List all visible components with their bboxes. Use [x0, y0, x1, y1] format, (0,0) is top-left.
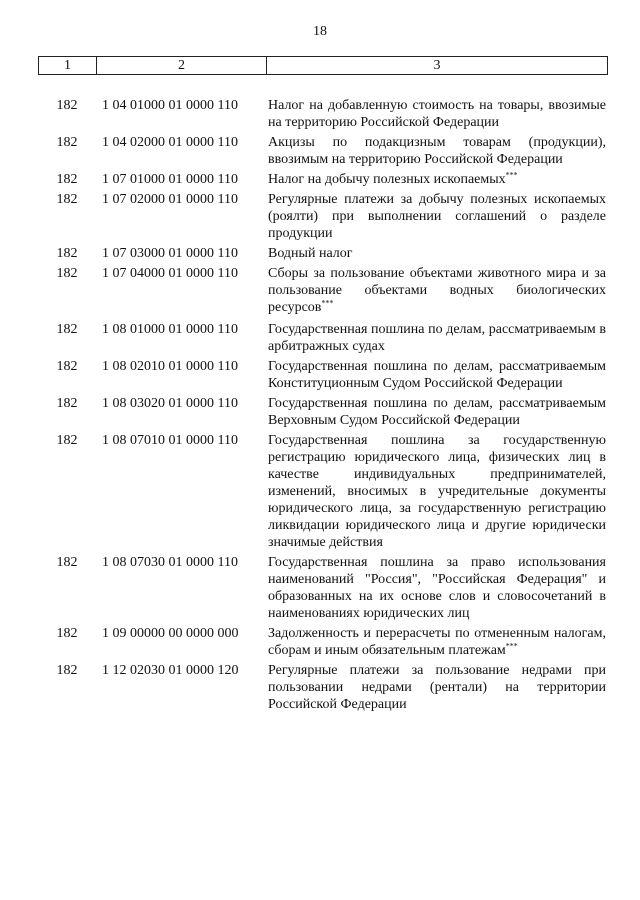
- admin-code: 182: [56, 322, 78, 337]
- table-row: [38, 358, 606, 392]
- admin-code: 182: [56, 663, 78, 678]
- column-header-2: 2: [97, 57, 267, 74]
- table-row: [38, 662, 606, 713]
- revenue-description: [266, 245, 606, 262]
- description-text: Налог на добычу полезных ископаемых: [268, 172, 506, 187]
- table-row: [38, 191, 606, 242]
- table-body: [38, 97, 606, 725]
- revenue-description: [266, 625, 606, 659]
- table-row: [38, 554, 606, 622]
- revenue-description: [266, 134, 606, 168]
- column-header-3: 3: [433, 58, 441, 73]
- description-text: Регулярные платежи за добычу полезных ископаемых (роялти) при выполнении соглашений о разделе продукции: [268, 192, 606, 241]
- description-text: Налог на добавленную стоимость на товары, ввозимые на территорию Российской Федерации: [268, 98, 606, 130]
- admin-code: 182: [56, 192, 78, 207]
- column-header-row: [38, 56, 608, 75]
- description-text: Регулярные платежи за пользование недрами при пользовании недрами (рентали) на территории Российской Федерации: [268, 663, 606, 712]
- table-row: [38, 265, 606, 316]
- footnote-mark: ***: [321, 298, 334, 308]
- description-text: Государственная пошлина по делам, рассматриваемым в арбитражных судах: [268, 322, 606, 354]
- table-row: [38, 432, 606, 551]
- budget-classification-code: 1 04 01000 01 0000 110: [102, 98, 238, 113]
- budget-classification-code: 1 07 04000 01 0000 110: [102, 266, 238, 281]
- revenue-description: [266, 432, 606, 551]
- budget-classification-code: 1 07 02000 01 0000 110: [102, 192, 238, 207]
- revenue-description: [266, 97, 606, 131]
- budget-classification-code: 1 08 03020 01 0000 110: [102, 396, 238, 411]
- admin-code: 182: [56, 555, 78, 570]
- budget-classification-code: 1 12 02030 01 0000 120: [102, 663, 239, 678]
- description-text: Государственная пошлина по делам, рассматриваемым Конституционным Судом Российской Федерации: [268, 359, 606, 391]
- description-text: Государственная пошлина за право использования наименований "Россия", "Российская Федерация" и образованных на их основе слов и словосочетаний в наименованиях юридических лиц: [268, 555, 606, 621]
- revenue-description: [266, 662, 606, 713]
- budget-classification-code: 1 04 02000 01 0000 110: [102, 135, 238, 150]
- admin-code: 182: [56, 98, 78, 113]
- description-text: Государственная пошлина за государственную регистрацию юридического лица, физических лиц в качестве индивидуальных предпринимателей, изменений, вносимых в учредительные документы юридического лица, за государственную регистрацию ликвидации юридического лица и другие юридически значимые действия: [268, 433, 606, 550]
- revenue-description: [266, 358, 606, 392]
- admin-code: 182: [56, 266, 78, 281]
- revenue-description: [266, 554, 606, 622]
- budget-classification-code: 1 08 07010 01 0000 110: [102, 433, 238, 448]
- budget-classification-code: 1 08 01000 01 0000 110: [102, 322, 238, 337]
- budget-classification-code: 1 07 03000 01 0000 110: [102, 246, 238, 261]
- revenue-description: [266, 191, 606, 242]
- revenue-description: [266, 395, 606, 429]
- revenue-description: [266, 171, 606, 188]
- table-row: [38, 321, 606, 355]
- table-row: [38, 97, 606, 131]
- admin-code: 182: [56, 359, 78, 374]
- table-row: [38, 134, 606, 168]
- table-row: [38, 245, 606, 262]
- admin-code: 182: [56, 433, 78, 448]
- admin-code: 182: [56, 246, 78, 261]
- revenue-description: [266, 265, 606, 316]
- description-text: Государственная пошлина по делам, рассматриваемым Верховным Судом Российской Федерации: [268, 396, 606, 428]
- description-text: Задолженность и перерасчеты по отмененным налогам, сборам и иным обязательным платежам: [268, 626, 606, 658]
- table-row: [38, 171, 606, 188]
- description-text: Водный налог: [268, 246, 353, 261]
- revenue-description: [266, 321, 606, 355]
- budget-classification-code: 1 08 07030 01 0000 110: [102, 555, 238, 570]
- admin-code: 182: [56, 135, 78, 150]
- admin-code: 182: [56, 172, 78, 187]
- table-row: [38, 395, 606, 429]
- footnote-mark: ***: [505, 641, 518, 651]
- budget-classification-code: 1 09 00000 00 0000 000: [102, 626, 239, 641]
- admin-code: 182: [56, 626, 78, 641]
- budget-classification-code: 1 07 01000 01 0000 110: [102, 172, 238, 187]
- description-text: Акцизы по подакцизным товарам (продукции), ввозимым на территорию Российской Федерации: [268, 135, 606, 167]
- page-number: 18: [313, 24, 327, 39]
- column-header-1: 1: [39, 57, 97, 74]
- budget-classification-code: 1 08 02010 01 0000 110: [102, 359, 238, 374]
- description-text: Сборы за пользование объектами животного мира и за пользование объектами водных биологических ресурсов: [268, 266, 606, 315]
- footnote-mark: ***: [505, 170, 518, 180]
- table-row: [38, 625, 606, 659]
- admin-code: 182: [56, 396, 78, 411]
